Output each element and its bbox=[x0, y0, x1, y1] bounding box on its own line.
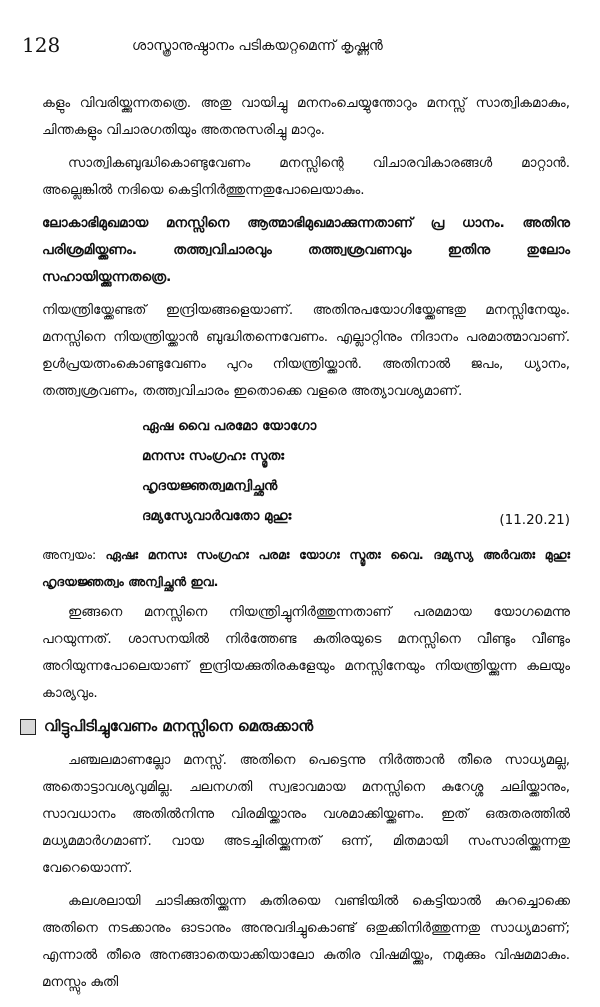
paragraph: നിയന്ത്രിയ്ക്കേണ്ടത് ഇന്ദ്രിയങ്ങളെയാണ്. അതിനുപയോഗിയ്ക്കേണ്ടതു മനസ്സിനേയും. മനസ്സിനെ നിയന്ത്രിയ്ക്കാൻ ബുദ്ധിതന്നെവേണം. എല്ലാറ്റിനും നിദാനം പരമാത്മാവാണ്. ഉൾപ്രയത്നംകൊണ്ടുവേണം പുറം നിയന്ത്രിയ്ക്കാൻ. അതിനാൽ ജപം, ധ്യാനം, തത്ത്വശ്രവണം, തത്ത്വവിചാരം ഇതൊക്കെ വളരെ അത്യാവശ്യമാണ്. bbox=[42, 302, 570, 399]
anvayam bbox=[42, 541, 570, 595]
section-heading bbox=[20, 713, 570, 739]
verse-reference: (11.20.21) bbox=[499, 512, 570, 528]
page-header bbox=[22, 32, 570, 62]
square-bullet-icon bbox=[20, 719, 36, 735]
bold-paragraph: ലോകാഭിമുഖമായ മനസ്സിനെ ആത്മാഭിമുഖമാക്കുന്നതാണ് പ്ര ധാനം. അതിനു പരിശ്രമിയ്ക്കണം. തത്ത്വവിചാരവും തത്ത്വശ്രവണവും ഇതിനു തുലോം സഹായിയ്ക്കുന്നതത്രെ. bbox=[42, 215, 570, 285]
anvayam-content: ഏഷഃ മനസഃ സംഗ്രഹഃ പരമഃ യോഗഃ സ്മൃതഃ വൈ. ദമ്യസ്യ അർവതഃ മുഹുഃ ഹൃദയജ്ഞത്വം അന്വിച്ഛൻ ഇവ. bbox=[42, 547, 570, 589]
section-heading-text: വിട്ടുപിടിച്ചുവേണം മനസ്സിനെ മെരുക്കാൻ bbox=[44, 717, 314, 735]
page-number: 128 bbox=[22, 33, 61, 57]
anvayam-label: അന്വയം: bbox=[42, 547, 97, 562]
body-text bbox=[42, 90, 570, 1002]
verse-line: ഏഷ വൈ പരമോ യോഗോ bbox=[142, 418, 317, 434]
paragraph: ഇങ്ങനെ മനസ്സിനെ നിയന്ത്രിച്ചുനിർത്തുന്നതാണ് പരമമായ യോഗമെന്നു പറയുന്നത്. ശാസനയിൽ നിർത്തേണ്ട കുതിരയുടെ മനസ്സിനെ വീണ്ടും വീണ്ടും അറിയുന്നപോലെയാണ് ഇന്ദ്രിയക്കുതിരകളേയും മനസ്സിനേയും നിയന്ത്രിയ്ക്കുന്ന കലയും കാര്യവും. bbox=[42, 604, 570, 701]
paragraph: ചഞ്ചലമാണല്ലോ മനസ്സ്. അതിനെ പെട്ടെന്നു നിർത്താൻ തീരെ സാധ്യമല്ല, അതൊട്ടാവശ്യവുമില്ല. ചലനഗതി സ്വഭാവമായ മനസ്സിനെ കുറേശ്ശ ചലിയ്ക്കാനും, സാവധാനം അതിൽനിന്നു വിരമിയ്ക്കാനും വശമാക്കിയ്ക്കണം. ഇത് ഒരുതരത്തിൽ മധ്യമമാർഗമാണ്. വായ അടച്ചിരിയ്ക്കുന്നത് ഒന്ന്, മിതമായി സംസാരിയ്ക്കുന്നതു വേറെയൊന്ന്. bbox=[42, 752, 570, 876]
paragraph: കളും വിവരിയ്ക്കുന്നതത്രെ. അതു വായിച്ചു മനനംചെയ്യുന്തോറും മനസ്സ് സാത്വികമാകും, ചിന്തകളും വിചാരഗതിയും അതനുസരിച്ചു മാറും. bbox=[42, 95, 570, 138]
running-title: ശാസ്ത്രാനുഷ്ഠാനം പടികയറ്റമെന്ന് കൃഷ്ണൻ bbox=[132, 38, 383, 54]
verse-line: ദമ്യസ്യേവാർവതോ മുഹുഃ bbox=[142, 508, 292, 524]
paragraph: കലശലായി ചാടിക്കുതിയ്ക്കുന്ന കുതിരയെ വണ്ടിയിൽ കെട്ടിയാൽ കുറച്ചൊക്കെ അതിനെ നടക്കാനും ഓടാനും അനുവദിച്ചുകൊണ്ട് ഒതുക്കിനിർത്തുന്നതു സാധ്യമാണ്; എന്നാൽ തീരെ അനങ്ങാതെയാക്കിയാലോ കുതിര വിഷമിയ്ക്കും, നമുക്കും വിഷമമാകും. മനസ്സും കുതി bbox=[42, 893, 570, 990]
paragraph: സാത്വികബുദ്ധികൊണ്ടുവേണം മനസ്സിന്റെ വിചാരവികാരങ്ങൾ മാറ്റാൻ. അല്ലെങ്കിൽ നദിയെ കെട്ടിനിർത്തുന്നതുപോലെയാകും. bbox=[42, 155, 570, 198]
verse-block bbox=[42, 411, 570, 535]
verse-line: ഹൃദയജ്ഞത്വമന്വിച്ഛൻ bbox=[142, 478, 278, 494]
verse-line: മനസഃ സംഗ്രഹഃ സ്മൃതഃ bbox=[142, 448, 285, 464]
